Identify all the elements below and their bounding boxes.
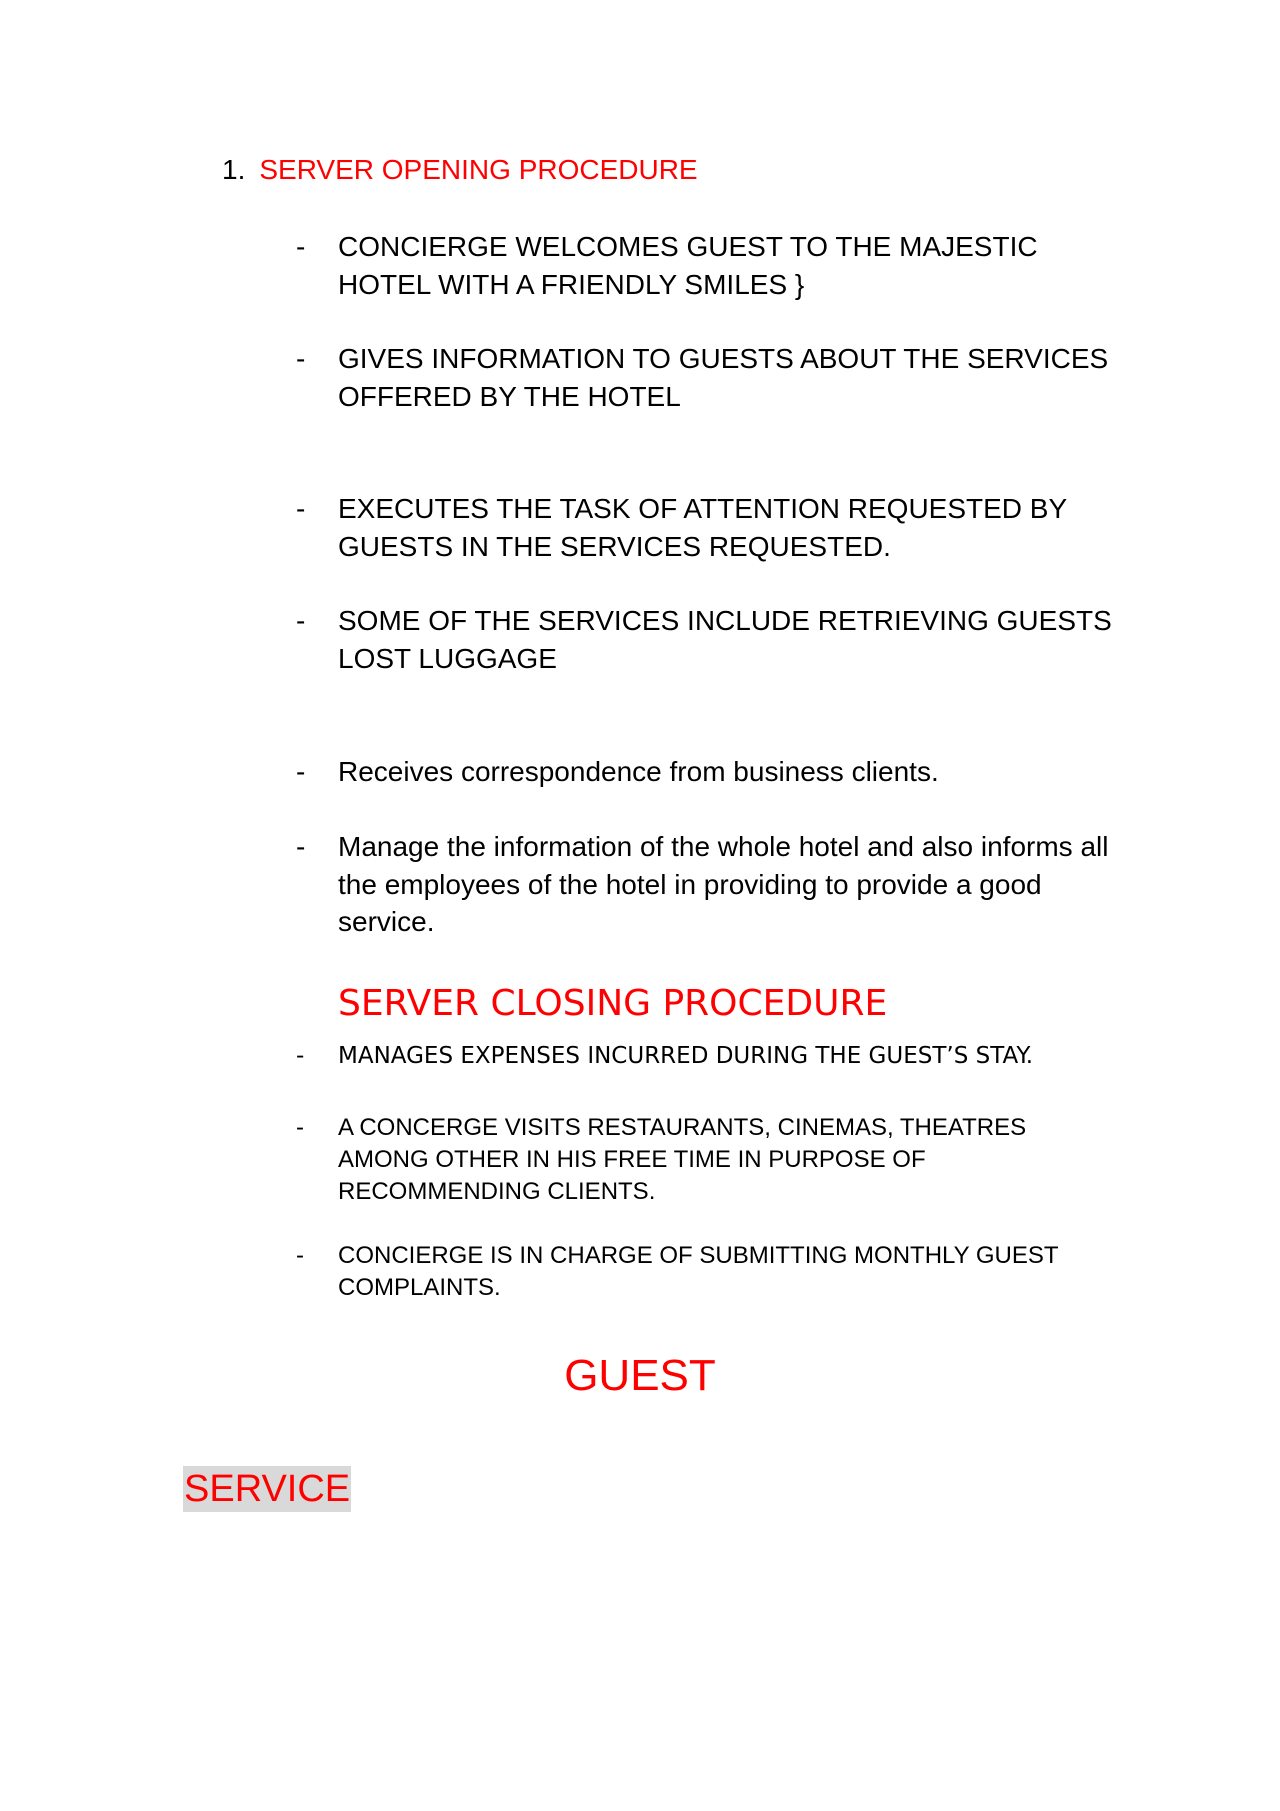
bullet-dash: - <box>296 1114 304 1141</box>
bullet-dash: - <box>296 493 306 524</box>
bullet-dash: - <box>296 343 306 374</box>
guest-label: GUEST <box>564 1351 716 1400</box>
opening-item-text: EXECUTES THE TASK OF ATTENTION REQUESTED BY GUESTS IN THE SERVICES REQUESTED. <box>338 493 1067 562</box>
bullet-dash: - <box>296 231 306 262</box>
closing-title: SERVER CLOSING PROCEDURE <box>338 983 888 1024</box>
service-label: SERVICE <box>184 1468 351 1510</box>
opening-list-number: 1. <box>222 154 246 185</box>
bullet-dash: - <box>296 1043 305 1069</box>
opening-item-text: GIVES INFORMATION TO GUESTS ABOUT THE SERVICES OFFERED BY THE HOTEL <box>338 343 1109 412</box>
closing-item-text: CONCIERGE IS IN CHARGE OF SUBMITTING MONTHLY GUEST COMPLAINTS. <box>338 1242 1059 1301</box>
opening-title: SERVER OPENING PROCEDURE <box>259 154 698 185</box>
bullet-dash: - <box>296 605 306 636</box>
closing-item-text: A CONCERGE VISITS RESTAURANTS, CINEMAS, THEATRES AMONG OTHER IN HIS FREE TIME IN PURPOSE OF RECOMMENDING CLIENTS. <box>338 1114 1027 1205</box>
opening-item-text: CONCIERGE WELCOMES GUEST TO THE MAJESTIC HOTEL WITH A FRIENDLY SMILES } <box>338 231 1038 300</box>
opening-item-text: Receives correspondence from business clients. <box>338 756 939 787</box>
opening-item-text: Manage the information of the whole hotel and also informs all the employees of the hotel in providing to provide a good service. <box>338 831 1109 937</box>
closing-item-text: MANAGES EXPENSES INCURRED DURING THE GUEST’S STAY. <box>338 1043 1034 1069</box>
bullet-dash: - <box>296 1242 304 1269</box>
opening-heading <box>222 152 698 188</box>
opening-item-text: SOME OF THE SERVICES INCLUDE RETRIEVING GUESTS LOST LUGGAGE <box>338 605 1112 674</box>
bullet-dash: - <box>296 831 306 862</box>
bullet-dash: - <box>296 756 306 787</box>
